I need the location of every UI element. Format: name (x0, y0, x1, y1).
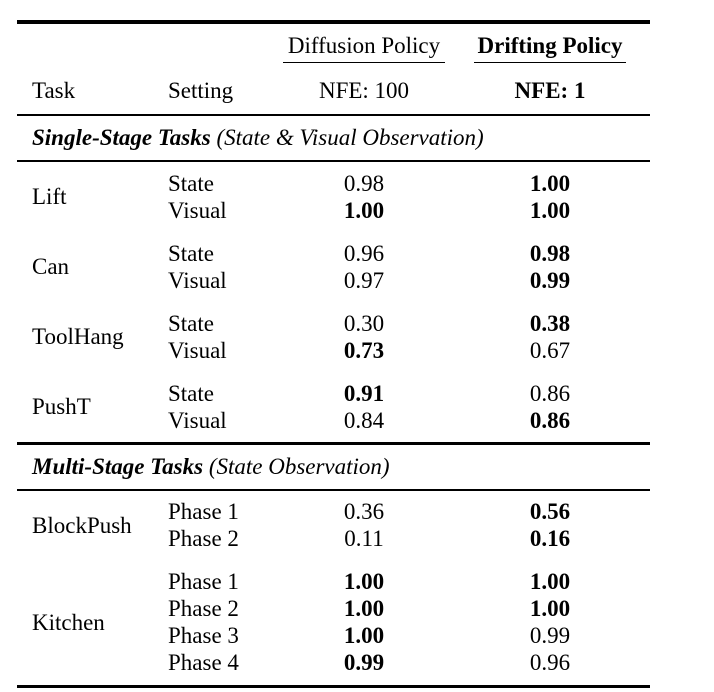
column-header-nfe-drifting: NFE: 1 (514, 77, 586, 103)
task-group-lift (17, 162, 650, 232)
header-sub-row (17, 75, 650, 114)
setting-label: Visual (168, 337, 227, 363)
setting-label: State (168, 170, 214, 196)
setting-label: Visual (168, 267, 227, 293)
task-group-pusht (17, 372, 650, 442)
diffusion-policy-value: 0.73 (343, 337, 385, 363)
column-header-drifting-policy: Drifting Policy (477, 32, 623, 58)
diffusion-policy-value: 0.96 (343, 240, 385, 266)
cmidrule-diffusion (278, 62, 450, 64)
drifting-policy-value: 0.38 (529, 310, 571, 336)
diffusion-policy-value: 1.00 (343, 569, 385, 595)
drifting-policy-value: 0.67 (529, 337, 571, 363)
setting-label: State (168, 240, 214, 266)
drifting-policy-value: 1.00 (529, 170, 571, 196)
task-label: ToolHang (32, 324, 124, 350)
diffusion-policy-value: 0.84 (343, 407, 385, 433)
section-subtitle-text: (State Observation) (208, 453, 390, 479)
setting-label: Phase 4 (168, 650, 239, 676)
section-subtitle-text: (State & Visual Observation) (216, 125, 484, 151)
diffusion-policy-value: 0.97 (343, 267, 385, 293)
setting-label: Phase 2 (168, 526, 239, 552)
diffusion-policy-value: 0.36 (343, 499, 385, 525)
drifting-policy-value: 0.96 (529, 650, 571, 676)
setting-label: Phase 1 (168, 569, 239, 595)
section-title-multi-stage (17, 445, 650, 489)
drifting-policy-value: 0.99 (529, 267, 571, 293)
drifting-policy-value: 0.99 (529, 623, 571, 649)
drifting-policy-value: 1.00 (529, 596, 571, 622)
setting-label: Phase 2 (168, 596, 239, 622)
section-title-text: Multi-Stage Tasks (32, 453, 204, 479)
diffusion-policy-value: 0.30 (343, 310, 385, 336)
drifting-policy-value: 0.86 (529, 407, 571, 433)
task-label: Kitchen (32, 609, 105, 635)
task-group-blockpush (17, 491, 650, 561)
diffusion-policy-value: 1.00 (343, 623, 385, 649)
diffusion-policy-value: 1.00 (343, 197, 385, 223)
setting-label: Phase 1 (168, 499, 239, 525)
task-group-can (17, 232, 650, 302)
task-group-kitchen (17, 561, 650, 685)
drifting-policy-value: 1.00 (529, 569, 571, 595)
diffusion-policy-value: 1.00 (343, 596, 385, 622)
task-group-toolhang (17, 302, 650, 372)
section-title-text: Single-Stage Tasks (32, 125, 211, 151)
cmidrule-row (17, 58, 650, 75)
setting-label: Visual (168, 407, 227, 433)
column-header-setting: Setting (168, 77, 234, 103)
setting-label: Phase 3 (168, 623, 239, 649)
diffusion-policy-value: 0.98 (343, 170, 385, 196)
cmidrule-drifting (450, 62, 650, 64)
drifting-policy-value: 0.86 (529, 380, 571, 406)
drifting-policy-value: 0.56 (529, 499, 571, 525)
drifting-policy-value: 0.16 (529, 526, 571, 552)
diffusion-policy-value: 0.11 (344, 526, 384, 552)
task-label: PushT (32, 394, 91, 420)
section-title-single-stage (17, 116, 650, 160)
drifting-policy-value: 1.00 (529, 197, 571, 223)
header-methods-row (17, 24, 650, 58)
task-label: Can (32, 254, 70, 280)
rule-bottom (17, 685, 650, 689)
column-header-task: Task (32, 77, 76, 103)
setting-label: State (168, 380, 214, 406)
setting-label: Visual (168, 197, 227, 223)
task-label: BlockPush (32, 512, 132, 538)
diffusion-policy-value: 0.99 (343, 650, 385, 676)
diffusion-policy-value: 0.91 (343, 380, 385, 406)
column-header-diffusion-policy: Diffusion Policy (287, 32, 441, 58)
setting-label: State (168, 310, 214, 336)
task-label: Lift (32, 184, 67, 210)
column-header-nfe-diffusion: NFE: 100 (318, 77, 410, 103)
drifting-policy-value: 0.98 (529, 240, 571, 266)
results-table (17, 20, 650, 688)
